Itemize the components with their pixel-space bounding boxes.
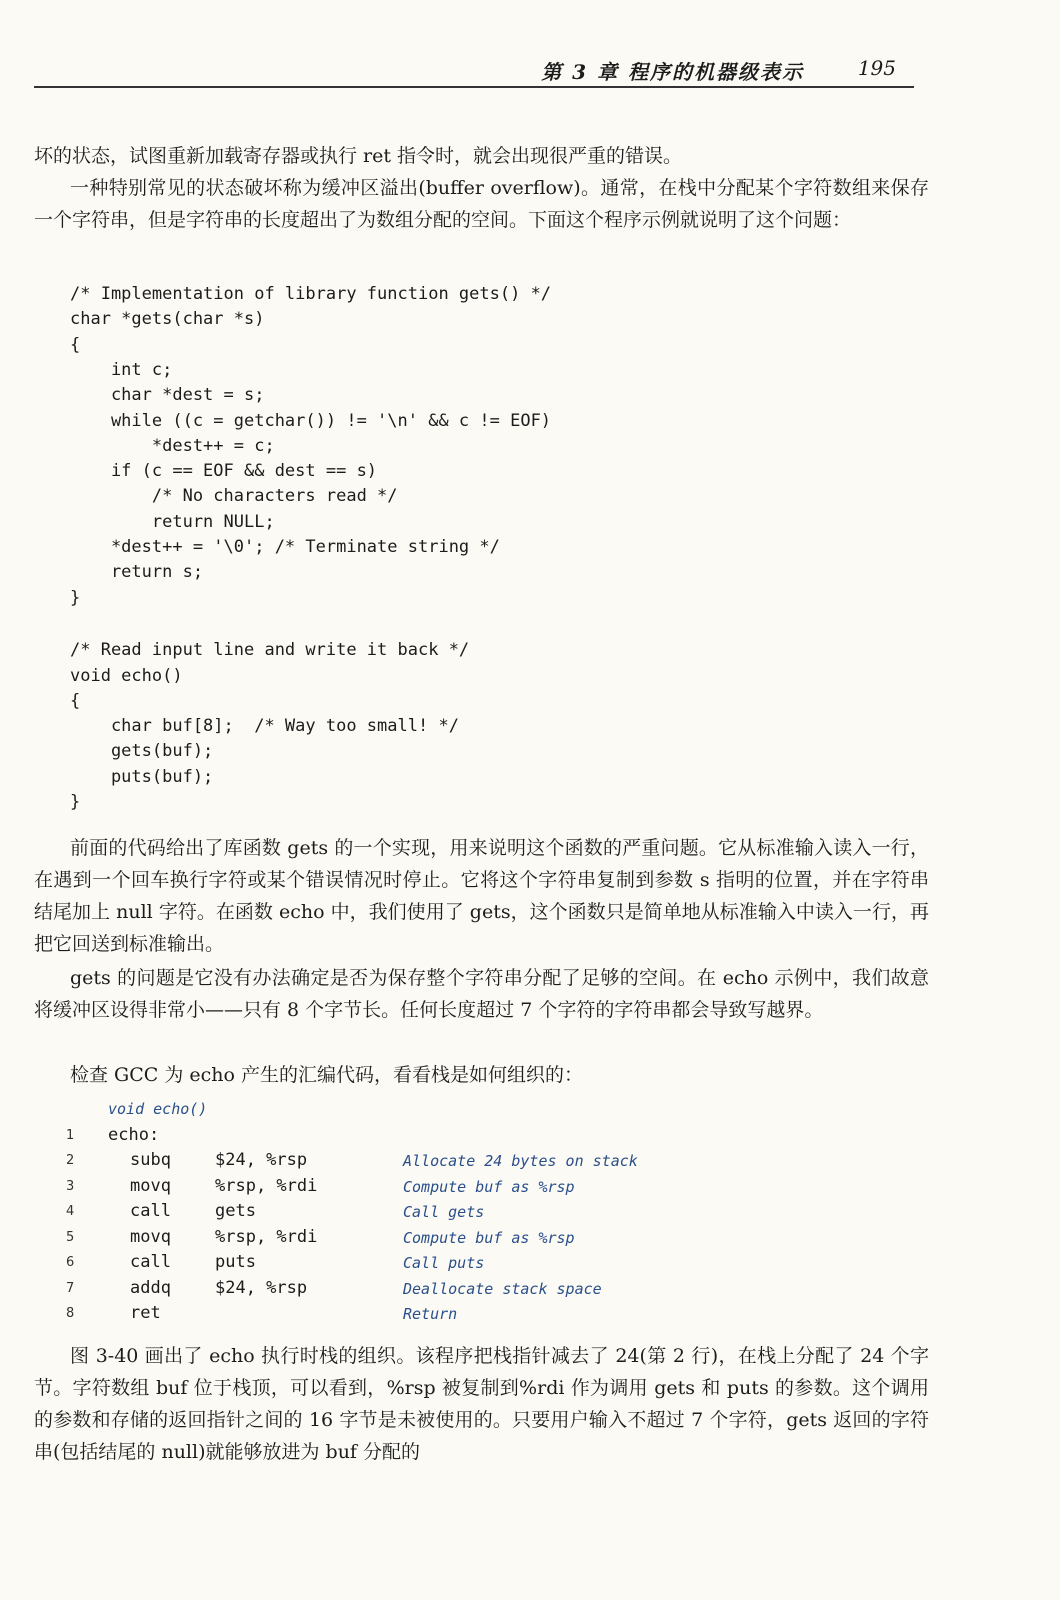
code-line: /* Implementation of library function gets() */	[70, 284, 552, 304]
page-header	[34, 54, 914, 88]
code-line: while ((c = getchar()) != '\n' && c != EOF)	[70, 410, 552, 431]
asm-row	[60, 1278, 760, 1303]
paragraph-4: gets 的问题是它没有办法确定是否为保存整个字符串分配了足够的空间。在 echo 示例中，我们故意将缓冲区设得非常小——只有 8 个字节长。任何长度超过 7 个字符的字符串都会导致写越界。	[34, 967, 929, 1021]
code-line: return s;	[70, 562, 204, 583]
asm-label-row	[60, 1125, 760, 1150]
asm-opcode: call	[130, 1252, 171, 1272]
asm-opcode: addq	[130, 1277, 171, 1298]
code-line: int c;	[70, 359, 173, 380]
code-line: gets(buf);	[70, 741, 214, 762]
asm-opcode: call	[130, 1201, 171, 1221]
code-line: void echo()	[70, 665, 183, 686]
code-line: if (c == EOF && dest == s)	[70, 461, 378, 482]
code-line: /* Read input line and write it back */	[70, 640, 470, 661]
asm-comment: Compute buf as %rsp	[403, 1228, 575, 1247]
asm-row	[60, 1227, 760, 1252]
code-line: return NULL;	[70, 511, 275, 532]
asm-opcode: movq	[130, 1175, 171, 1196]
asm-operands: gets	[215, 1201, 256, 1221]
code-line: {	[70, 334, 81, 355]
code-line: puts(buf);	[70, 766, 214, 787]
asm-comment: Return	[403, 1305, 458, 1323]
code-line: /* No characters read */	[70, 486, 398, 507]
asm-line-number: 2	[66, 1153, 75, 1168]
code-line: *dest++ = '\0'; /* Terminate string */	[70, 537, 500, 557]
asm-operands: puts	[215, 1252, 256, 1272]
code-line: char buf[8]; /* Way too small! */	[70, 716, 459, 737]
asm-opcode: ret	[130, 1303, 161, 1323]
asm-comment: Call puts	[403, 1254, 485, 1272]
chapter-title: 第 3 章 程序的机器级表示	[541, 60, 804, 84]
asm-operands: $24, %rsp	[215, 1277, 308, 1298]
asm-row	[60, 1303, 760, 1328]
asm-comment: Allocate 24 bytes on stack	[403, 1152, 638, 1170]
paragraph-2: 一种特别常见的状态破坏称为缓冲区溢出(buffer overflow)。通常，在栈中分配某个字符数组来保存一个字符串，但是字符串的长度超出了为数组分配的空间。下面这个程序示例就说明了这个问题：	[34, 177, 929, 231]
asm-opcode: subq	[130, 1150, 171, 1170]
asm-comment: Call gets	[403, 1203, 485, 1221]
code-line: *dest++ = c;	[70, 435, 275, 456]
asm-label: echo:	[108, 1125, 160, 1145]
asm-line-number: 5	[66, 1229, 75, 1245]
asm-function-comment: void echo()	[108, 1100, 208, 1118]
asm-operands: %rsp, %rdi	[215, 1175, 318, 1196]
asm-operands: $24, %rsp	[215, 1150, 308, 1170]
asm-line-number: 7	[66, 1280, 75, 1296]
paragraph-6: 图 3-40 画出了 echo 执行时栈的组织。该程序把栈指针减去了 24(第 2 行)，在栈上分配了 24 个字节。字符数组 buf 位于栈顶，可以看到，%rsp 被复制到%rdi 作为调用 gets 和 puts 的参数。这个调用的参数和存储的返回指针之间的 16 字节是未被使用的。只要用户输入不超过 7 个字符，gets 返回的字符串(包括结尾的 null)就能够放进为 buf 分配的	[34, 1345, 929, 1463]
code-line: {	[70, 690, 81, 711]
asm-row	[60, 1150, 760, 1175]
asm-line-number: 6	[66, 1255, 75, 1270]
asm-function-comment-row	[60, 1100, 760, 1125]
asm-row	[60, 1201, 760, 1226]
asm-operands: %rsp, %rdi	[215, 1226, 318, 1247]
paragraph-1: 坏的状态，试图重新加载寄存器或执行 ret 指令时，就会出现很严重的错误。	[34, 145, 683, 167]
asm-line-number: 3	[66, 1178, 75, 1194]
code-line: }	[70, 792, 81, 812]
page-number: 195	[857, 56, 896, 80]
code-line: char *gets(char *s)	[70, 309, 265, 330]
asm-row	[60, 1252, 760, 1277]
paragraph-3: 前面的代码给出了库函数 gets 的一个实现，用来说明这个函数的严重问题。它从标准输入读入一行，在遇到一个回车换行字符或某个错误情况时停止。它将这个字符串复制到参数 s 指明的位置，并在字符串结尾加上 null 字符。在函数 echo 中，我们使用了 gets，这个函数只是简单地从标准输入中读入一行，再把它回送到标准输出。	[34, 837, 929, 955]
asm-line-number: 8	[66, 1306, 75, 1321]
code-line: char *dest = s;	[70, 385, 265, 406]
asm-opcode: movq	[130, 1226, 171, 1247]
code-line: }	[70, 587, 81, 608]
asm-line-number: 1	[66, 1128, 75, 1143]
asm-row	[60, 1176, 760, 1201]
paragraph-5: 检查 GCC 为 echo 产生的汇编代码，看看栈是如何组织的：	[70, 1064, 583, 1086]
asm-comment: Compute buf as %rsp	[403, 1177, 575, 1196]
asm-line-number: 4	[66, 1204, 75, 1219]
asm-comment: Deallocate stack space	[403, 1279, 602, 1298]
